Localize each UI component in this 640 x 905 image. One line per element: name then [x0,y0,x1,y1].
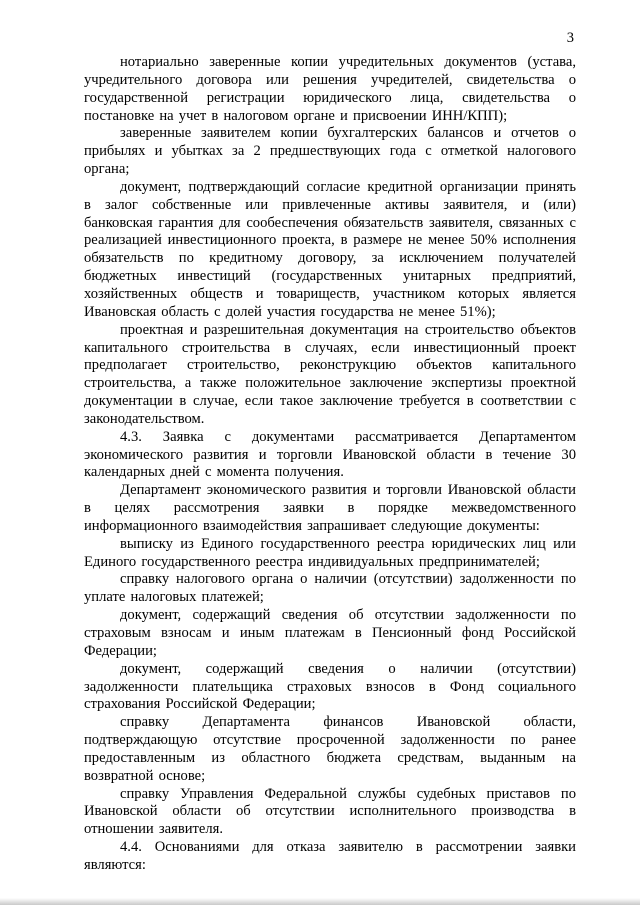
paragraph: проектная и разрешительная документация на строительство объектов капитального строительства в случаях, если инвестиционный проект предполагает строительство, реконструкцию объектов капитального строительства, а также положительное заключение экспертизы проектной документации в случае, если такое заключение требуется в соответствии с законодательством. [84,321,576,427]
paragraph: Департамент экономического развития и торговли Ивановской области в целях рассмотрения заявки в порядке межведомственного информационного взаимодействия запрашивает следующие документы: [84,482,576,534]
paragraph: документ, содержащий сведения о наличии (отсутствии) задолженности плательщика страховых взносов в Фонд социального страхования Российской Федерации; [84,660,576,713]
paragraph: справку Управления Федеральной службы судебных приставов по Ивановской области об отсутствии исполнительного производства в отношении заявителя. [84,785,576,838]
paragraph: 4.4. Основаниями для отказа заявителю в рассмотрении заявки являются: [84,839,576,873]
paragraph: справку Департамента финансов Ивановской области, подтверждающую отсутствие просроченной задолженности по ранее предоставленным из областного бюджета средствам, выданным на возвратной основе; [84,714,576,784]
paragraph: выписку из Единого государственного реестра юридических лиц или Единого государственного реестра индивидуальных предпринимателей; [84,535,576,570]
paragraph: документ, содержащий сведения об отсутствии задолженности по страховым взносам и иным платежам в Пенсионный фонд Российской Федерации; [84,607,576,659]
page-edge-shadow [0,898,640,905]
paragraph: справку налогового органа о наличии (отсутствии) задолженности по уплате налоговых платежей; [84,571,576,606]
paragraph: нотариально заверенные копии учредительных документов (устава, учредительного договора или решения учредителей, свидетельства о государственной регистрации юридического лица, свидетельства о постановке на учет в налоговом органе и присвоении ИНН/КПП); [84,54,576,124]
paragraph: документ, подтверждающий согласие кредитной организации принять в залог собственные или привлеченные активы заявителя, и (или) банковская гарантия для сообеспечения обязательств заявителя, связанных с реализацией инвестиционного проекта, в размере не менее 50% исполнения обязательств по кредитному договору, за исключением получателей бюджетных инвестиций (государственных унитарных предприятий, хозяйственных обществ и товариществ, участником которых является Ивановская область с долей участия государства не менее 51%); [84,178,576,320]
paragraph: 4.3. Заявка с документами рассматривается Департаментом экономического развития и торговли Ивановской области в течение 30 календарных дней с момента получения. [84,428,576,481]
page-number: 3 [566,30,574,46]
document-body [84,54,576,875]
paragraph: заверенные заявителем копии бухгалтерских балансов и отчетов о прибылях и убытках за 2 предшествующих года с отметкой налогового органа; [84,125,576,178]
